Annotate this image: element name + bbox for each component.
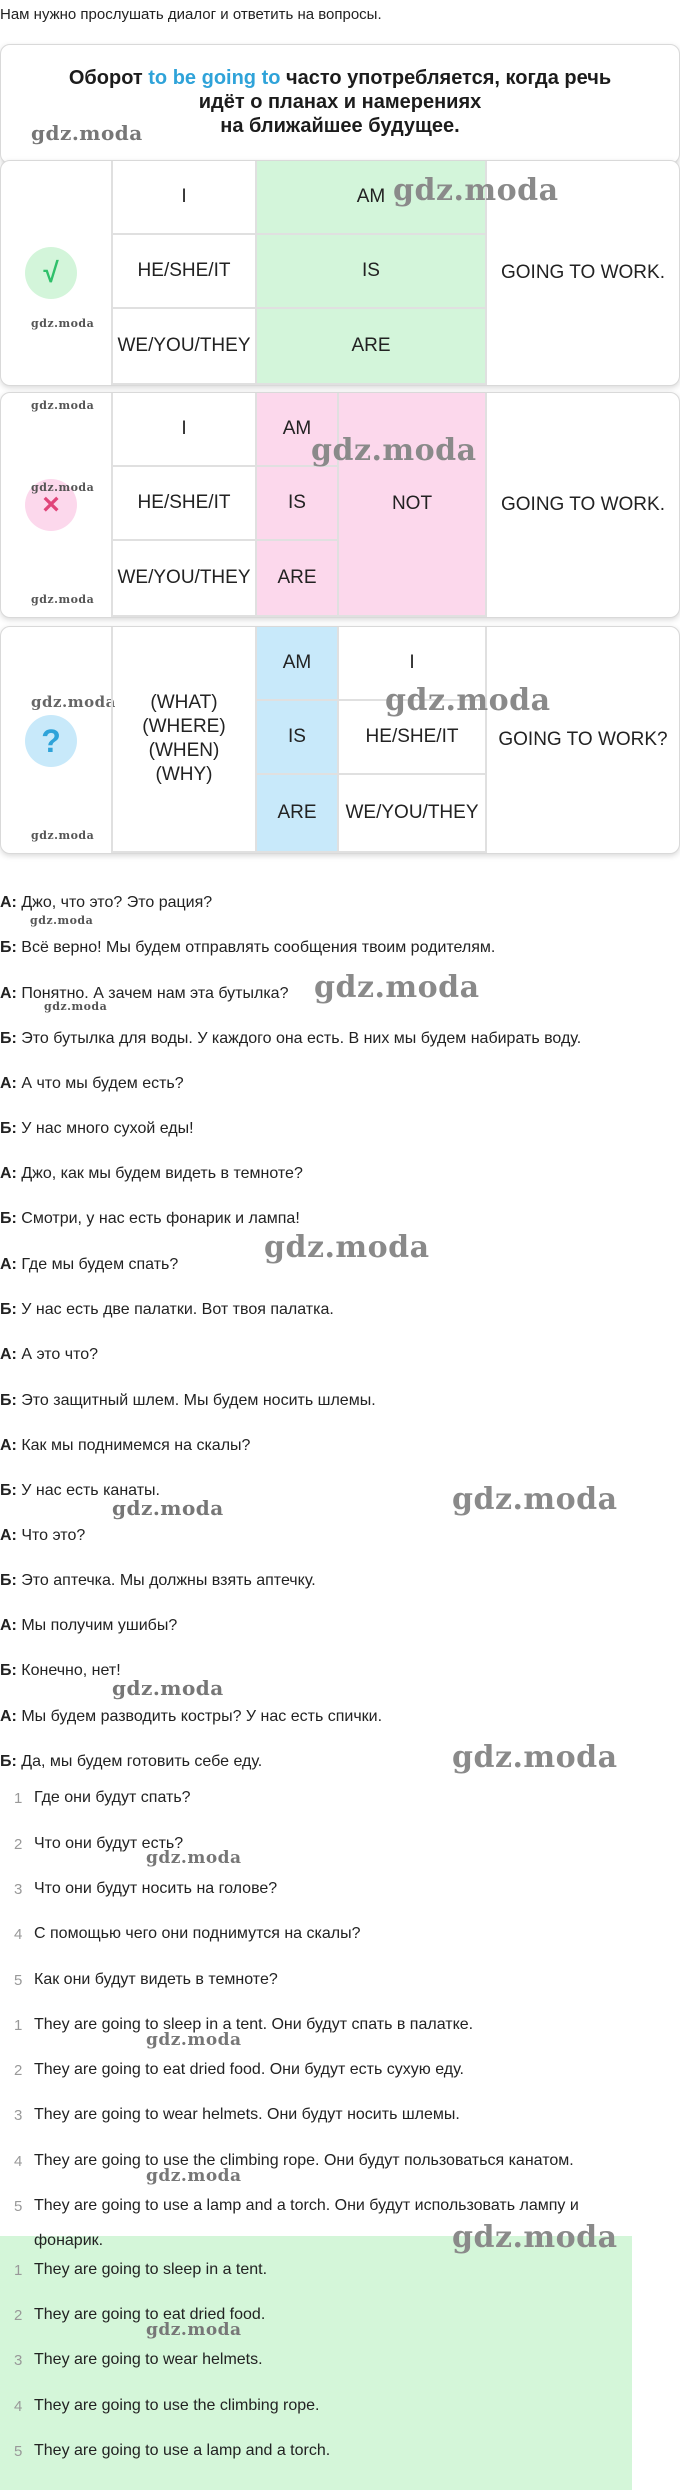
dialog-line: А: Мы получим ушибы? bbox=[0, 1617, 178, 1634]
answer-text-continued: фонарик. bbox=[34, 2232, 104, 2249]
wh-word: (WHAT) bbox=[150, 692, 218, 713]
watermark-small: gdz.moda bbox=[31, 481, 95, 494]
rule-title-line-3: на ближайшее будущее. bbox=[220, 115, 460, 137]
rule-title-line-2: идёт о планах и намерениях bbox=[198, 91, 482, 113]
answer-number: 5 bbox=[14, 2443, 23, 2460]
watermark: gdz.moda bbox=[146, 2030, 242, 2050]
check-icon: √ bbox=[25, 247, 77, 299]
wh-word: (WHEN) bbox=[148, 740, 220, 761]
subject-cell: WE/YOU/THEY bbox=[111, 309, 257, 385]
watermark: gdz.moda bbox=[264, 1230, 430, 1265]
dialog-line: А: Джо, что это? Это рация? bbox=[0, 894, 213, 911]
answer-text: They are going to eat dried food. bbox=[34, 2306, 266, 2323]
answer-text: They are going to sleep in a tent. Они будут спать в палатке. bbox=[34, 2016, 474, 2033]
answer-text: They are going to wear helmets. Они будут носить шлемы. bbox=[34, 2106, 460, 2123]
dialog-line: А: Мы будем разводить костры? У нас есть спички. bbox=[0, 1708, 383, 1725]
dialog-line: А: Как мы поднимемся на скалы? bbox=[0, 1437, 251, 1454]
dialog-line: Б: Да, мы будем готовить себе еду. bbox=[0, 1753, 263, 1770]
watermark: gdz.moda bbox=[31, 121, 143, 145]
verb-cell: AM bbox=[257, 393, 339, 467]
subject-cell: WE/YOU/THEY bbox=[111, 541, 257, 617]
subject-cell: HE/SHE/IT bbox=[111, 467, 257, 541]
answer-number: 5 bbox=[14, 2198, 23, 2215]
dialog-line: А: Где мы будем спать? bbox=[0, 1256, 179, 1273]
verb-cell: ARE bbox=[257, 541, 339, 617]
watermark: gdz.moda bbox=[112, 1676, 224, 1700]
dialog-line: Б: Это аптечка. Мы должны взять аптечку. bbox=[0, 1572, 316, 1589]
answer-number: 3 bbox=[14, 2107, 23, 2124]
dialog-line: Б: У нас есть канаты. bbox=[0, 1482, 160, 1499]
question-text: Что они будут есть? bbox=[34, 1835, 184, 1852]
title-prefix: Оборот bbox=[68, 67, 149, 89]
question-number: 2 bbox=[14, 1836, 23, 1853]
watermark-small: gdz.moda bbox=[44, 1000, 108, 1013]
answer-number: 2 bbox=[14, 2307, 23, 2324]
dialog-line: Б: Конечно, нет! bbox=[0, 1662, 121, 1679]
answer-number: 4 bbox=[14, 2398, 23, 2415]
subject-cell: I bbox=[111, 393, 257, 467]
watermark: gdz.moda bbox=[452, 1740, 618, 1775]
dialog-line: А: А это что? bbox=[0, 1346, 99, 1363]
question-icon: ? bbox=[25, 715, 77, 767]
question-number: 5 bbox=[14, 1972, 23, 1989]
watermark: gdz.moda bbox=[385, 683, 551, 718]
question-text: С помощью чего они поднимутся на скалы? bbox=[34, 1925, 361, 1942]
ending-cell: GOING TO WORK? bbox=[498, 729, 668, 750]
question-number: 1 bbox=[14, 1790, 23, 1807]
watermark: gdz.moda bbox=[146, 2320, 242, 2340]
answer-text: They are going to use the climbing rope. Они будут пользоваться канатом. bbox=[34, 2152, 574, 2169]
answer-text: They are going to use a lamp and a torch. Они будут использовать лампу и bbox=[34, 2197, 579, 2214]
answer-number: 2 bbox=[14, 2062, 23, 2079]
watermark: gdz.moda bbox=[452, 2220, 618, 2255]
answer-number: 4 bbox=[14, 2153, 23, 2170]
title-rest: часто употребляется, когда речь bbox=[280, 67, 612, 89]
verb-cell: IS bbox=[257, 235, 487, 309]
dialog-line: А: Джо, как мы будем видеть в темноте? bbox=[0, 1165, 303, 1182]
watermark-small: gdz.moda bbox=[31, 399, 95, 412]
verb-cell: ARE bbox=[257, 309, 487, 385]
subject-cell: HE/SHE/IT bbox=[111, 235, 257, 309]
dialog-line: А: А что мы будем есть? bbox=[0, 1075, 184, 1092]
affirmative-table bbox=[0, 160, 680, 386]
dialog-line: Б: У нас есть две палатки. Вот твоя палатка. bbox=[0, 1301, 334, 1318]
dialog-line: Б: Это защитный шлем. Мы будем носить шлемы. bbox=[0, 1392, 376, 1409]
dialog-line: Б: Это бутылка для воды. У каждого она есть. В них мы будем набирать воду. bbox=[0, 1030, 582, 1047]
answer-text: They are going to use the climbing rope. bbox=[34, 2397, 320, 2414]
watermark: gdz.moda bbox=[31, 693, 116, 711]
subject-cell: I bbox=[339, 627, 487, 701]
watermark: gdz.moda bbox=[112, 1496, 224, 1520]
ending-cell: GOING TO WORK. bbox=[501, 494, 665, 515]
verb-cell: IS bbox=[257, 467, 339, 541]
question-table bbox=[0, 626, 680, 854]
dialog-line: Б: У нас много сухой еды! bbox=[0, 1120, 194, 1137]
wh-word: (WHERE) bbox=[142, 716, 226, 737]
verb-cell: AM bbox=[257, 627, 339, 701]
answer-text: They are going to sleep in a tent. bbox=[34, 2261, 268, 2278]
dialog-line: А: Что это? bbox=[0, 1527, 86, 1544]
subject-cell: WE/YOU/THEY bbox=[339, 775, 487, 853]
wh-word: (WHY) bbox=[155, 764, 213, 785]
question-number: 3 bbox=[14, 1881, 23, 1898]
title-highlight: to be going to bbox=[148, 67, 281, 89]
answer-text: They are going to eat dried food. Они будут есть сухую еду. bbox=[34, 2061, 464, 2078]
watermark: gdz.moda bbox=[146, 1848, 242, 1868]
subject-cell: I bbox=[111, 161, 257, 235]
not-cell: NOT bbox=[339, 393, 487, 617]
intro-text: Нам нужно прослушать диалог и ответить на вопросы. bbox=[0, 6, 382, 23]
watermark: gdz.moda bbox=[393, 173, 559, 208]
answer-number: 3 bbox=[14, 2352, 23, 2369]
negative-table bbox=[0, 392, 680, 618]
watermark: gdz.moda bbox=[314, 970, 480, 1005]
cross-icon: × bbox=[25, 479, 77, 531]
watermark-small: gdz.moda bbox=[31, 593, 95, 606]
dialog-line: Б: Всё верно! Мы будем отправлять сообщения твоим родителям. bbox=[0, 939, 496, 956]
answer-number: 1 bbox=[14, 2017, 23, 2034]
watermark-small: gdz.moda bbox=[30, 914, 94, 927]
answer-text: They are going to use a lamp and a torch. bbox=[34, 2442, 331, 2459]
watermark: gdz.moda bbox=[146, 2166, 242, 2186]
dialog-line: А: Понятно. А зачем нам эта бутылка? bbox=[0, 985, 289, 1002]
watermark: gdz.moda bbox=[311, 433, 477, 468]
rule-title-line-1 bbox=[1, 67, 679, 90]
subject-cell: HE/SHE/IT bbox=[339, 701, 487, 775]
dialog-line: Б: Смотри, у нас есть фонарик и лампа! bbox=[0, 1210, 300, 1227]
verb-cell: AM bbox=[257, 161, 487, 235]
watermark-small: gdz.moda bbox=[31, 829, 95, 842]
question-text: Где они будут спать? bbox=[34, 1789, 191, 1806]
rule-title-card bbox=[0, 44, 680, 164]
answer-text: They are going to wear helmets. bbox=[34, 2351, 263, 2368]
verb-cell: ARE bbox=[257, 775, 339, 853]
answer-number: 1 bbox=[14, 2262, 23, 2279]
question-number: 4 bbox=[14, 1926, 23, 1943]
question-text: Что они будут носить на голове? bbox=[34, 1880, 278, 1897]
wh-words-cell bbox=[111, 627, 257, 853]
verb-cell: IS bbox=[257, 701, 339, 775]
watermark: gdz.moda bbox=[452, 1482, 618, 1517]
question-text: Как они будут видеть в темноте? bbox=[34, 1971, 278, 1988]
watermark-small: gdz.moda bbox=[31, 317, 95, 330]
ending-cell: GOING TO WORK. bbox=[501, 262, 665, 283]
